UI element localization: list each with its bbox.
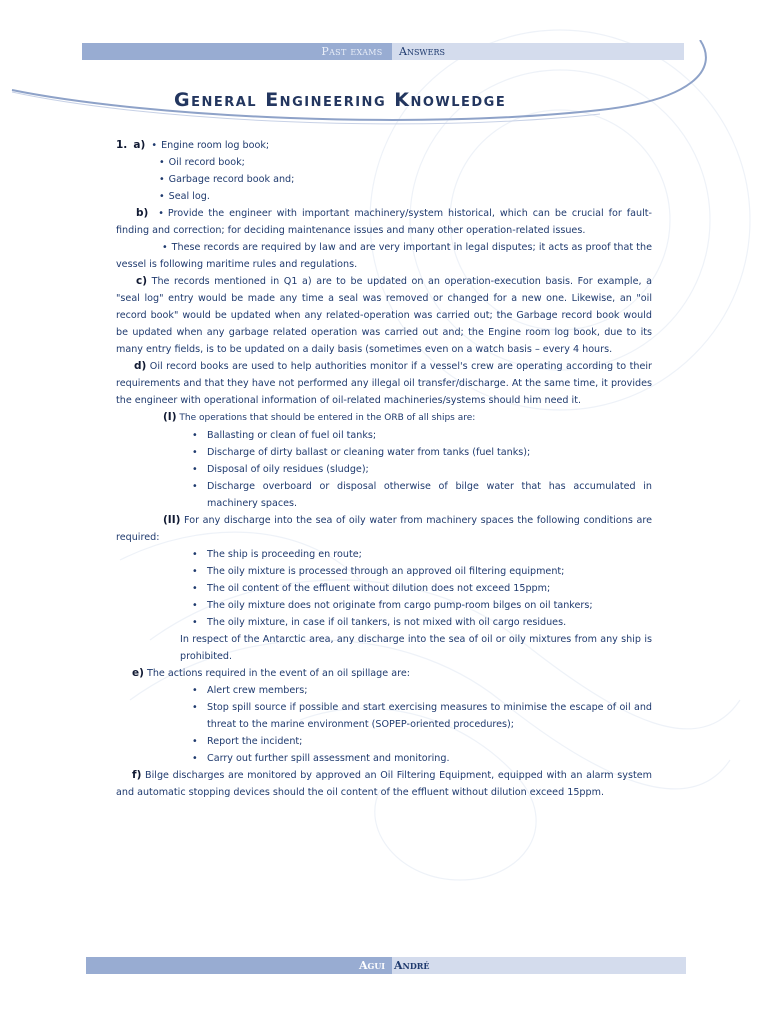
answer-a-item [116, 137, 652, 154]
answer-d-i-lead: (I) The operations that should be entered in the ORB of all ships are: [163, 411, 476, 423]
answer-f-label: f) [132, 769, 142, 781]
answers-content [116, 137, 652, 801]
answer-d-ii-note: In respect of the Antarctic area, any discharge into the sea of oil or oily mixtures from any ship is prohibited. [180, 634, 652, 662]
answer-d-text: d) Oil record books are used to help authorities monitor if a vessel's crew are operating according to their requirements and that they have not performed any illegal oil transfer/discharge. At the same time, it provides the engineer with operational information of oil-related machineries/systems should him need it. [116, 360, 652, 406]
list-item: • Disposal of oily residues (sludge); [192, 461, 652, 478]
answer-e-list [116, 682, 652, 767]
question-number: 1. [116, 139, 128, 151]
list-item: • The ship is proceeding en route; [192, 546, 652, 563]
answer-a-item: • Seal log. [116, 188, 652, 205]
list-item: • Discharge overboard or disposal otherwise of bilge water that has accumulated in machinery spaces. [192, 478, 652, 512]
answer-e-label: e) [132, 667, 144, 679]
tab-answers[interactable]: Answers [399, 45, 445, 58]
answer-c-label: c) [136, 275, 148, 287]
list-item: • Stop spill source if possible and start exercising measures to minimise the escape of oil and threat to the marine environment (SOPEP-oriented procedures); [192, 699, 652, 733]
answer-c-text: c) The records mentioned in Q1 a) are to be updated on an operation-execution basis. For example, a "seal log" entry would be made any time a seal was removed or changed for a new one. Likewise, an "oil record book" would be updated when any related-operation was carried out; the Garbage record book would be updated when any garbage related operation was carried out and; the Engine room log book, due to its many entry fields, is to be updated on a daily basis (sometimes even on a watch basis – every 4 hours. [116, 275, 652, 355]
tab-past-exams[interactable]: Past exams [321, 45, 383, 58]
list-item: • The oil content of the effluent without dilution does not exceed 15ppm; [192, 580, 652, 597]
answer-d-ii-list [116, 546, 652, 631]
page-title: General Engineering Knowledge [174, 89, 507, 111]
answer-b-text: b) • Provide the engineer with important machinery/system historical, which can be crucial for fault-finding and correction; for deciding maintenance issues and many other operation-related issues. [116, 205, 652, 239]
answer-a-item-text: • Engine room log book; [151, 140, 269, 151]
answer-a-item: • Oil record book; [116, 154, 652, 171]
answer-b-label: b) [136, 207, 149, 219]
list-item: • Discharge of dirty ballast or cleaning water from tanks (fuel tanks); [192, 444, 652, 461]
answer-d-ii-label: (II) [163, 514, 181, 526]
answer-a-label: a) [133, 139, 146, 151]
list-item: • The oily mixture is processed through an approved oil filtering equipment; [192, 563, 652, 580]
answer-d-i-label: (I) [163, 411, 177, 423]
list-item: • Ballasting or clean of fuel oil tanks; [192, 427, 652, 444]
answer-d-ii-lead: (II) For any discharge into the sea of oily water from machinery spaces the following conditions are required: [116, 514, 652, 543]
footer-author-right: André [394, 959, 430, 972]
list-item: • The oily mixture, in case if oil tankers, is not mixed with oil cargo residues. [192, 614, 652, 631]
answer-e-lead: e) The actions required in the event of an oil spillage are: [132, 667, 410, 679]
list-item: • Alert crew members; [192, 682, 652, 699]
list-item: • Report the incident; [192, 733, 652, 750]
list-item: • Carry out further spill assessment and monitoring. [192, 750, 652, 767]
answer-a-item: • Garbage record book and; [116, 171, 652, 188]
answer-d-label: d) [134, 360, 147, 372]
answer-f-text: f) Bilge discharges are monitored by approved an Oil Filtering Equipment, equipped with an alarm system and automatic stopping devices should the oil content of the effluent without dilution exceed 15ppm. [116, 769, 652, 798]
answer-b-text-2: • These records are required by law and are very important in legal disputes; it acts as proof that the vessel is following maritime rules and regulations. [116, 239, 652, 273]
footer-bar-left [86, 957, 352, 974]
list-item: • The oily mixture does not originate from cargo pump-room bilges on oil tankers; [192, 597, 652, 614]
answer-d-i-list [116, 427, 652, 512]
footer-author-left: Agui [352, 957, 392, 974]
